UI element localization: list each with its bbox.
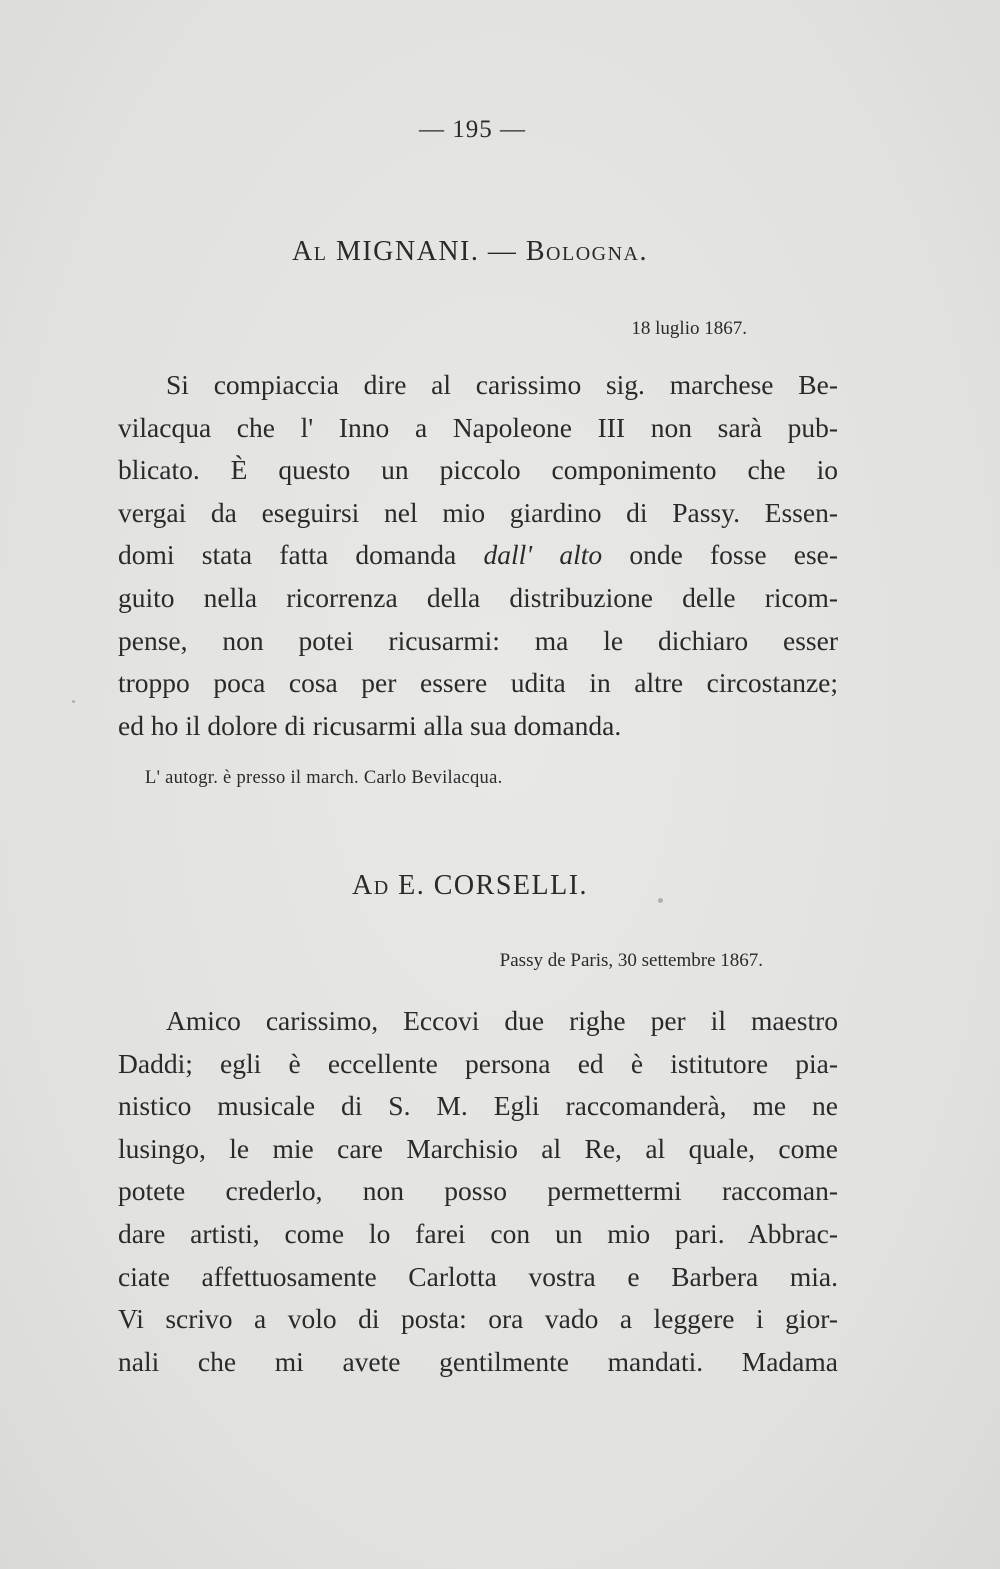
text-segment: onde fosse ese- xyxy=(629,539,839,571)
text-line: vilacqua che l' Inno a Napoleone III non sarà pub- xyxy=(118,411,838,443)
text-line: blicato. È questo un piccolo componimento che io xyxy=(118,454,838,486)
letter-heading-mignani xyxy=(0,236,940,268)
text-line: lusingo, le mie care Marchisio al Re, al quale, come xyxy=(118,1132,838,1164)
letter-body xyxy=(118,1000,838,1383)
italic-phrase: dall' alto xyxy=(483,539,603,571)
text-line: vergai da eseguirsi nel mio giardino di Passy. Essen- xyxy=(118,496,838,528)
letter-date: Passy de Paris, 30 settembre 1867. xyxy=(499,950,763,971)
letter-date: 18 luglio 1867. xyxy=(631,318,747,339)
text-segment: domi stata fatta domanda xyxy=(118,539,457,571)
ink-speck xyxy=(658,898,663,903)
text-line: guito nella ricorrenza della distribuzione delle ricom- xyxy=(118,581,838,613)
text-line: Si compiaccia dire al carissimo sig. marchese Be- xyxy=(166,369,838,400)
heading-recipient: MIGNANI. xyxy=(335,236,480,267)
ink-speck xyxy=(72,700,75,703)
text-line: ciate affettuosamente Carlotta vostra e Barbera mia. xyxy=(118,1260,838,1292)
letter-body xyxy=(118,364,838,747)
text-line: troppo poca cosa per essere udita in altre circostanze; xyxy=(118,667,838,699)
letter-heading-corselli xyxy=(0,870,940,902)
autograph-note: L' autogr. è presso il march. Carlo Bevilacqua. xyxy=(145,768,503,788)
heading-prefix: Al xyxy=(292,236,328,267)
text-line: ed ho il dolore di ricusarmi alla sua domanda. xyxy=(118,709,622,741)
text-line: pense, non potei ricusarmi: ma le dichiaro esser xyxy=(118,624,838,656)
heading-separator: — xyxy=(487,236,518,267)
text-line: potete crederlo, non posso permettermi raccoman- xyxy=(118,1175,838,1207)
text-line: Amico carissimo, Eccovi due righe per il maestro xyxy=(166,1005,838,1036)
heading-place: Bologna. xyxy=(525,236,648,267)
text-line: nistico musicale di S. M. Egli raccomanderà, me ne xyxy=(118,1090,838,1122)
text-line: nali che mi avete gentilmente mandati. Madama xyxy=(118,1345,838,1377)
text-line: dare artisti, come lo farei con un mio pari. Abbrac- xyxy=(118,1217,838,1249)
heading-recipient: E. CORSELLI. xyxy=(398,870,589,901)
heading-prefix: Ad xyxy=(351,870,390,901)
text-line-with-italic xyxy=(118,534,838,577)
text-line: Daddi; egli è eccellente persona ed è istitutore pia- xyxy=(118,1047,838,1079)
text-line: Vi scrivo a volo di posta: ora vado a leggere i gior- xyxy=(118,1303,838,1335)
page-number: — 195 — xyxy=(419,116,526,143)
